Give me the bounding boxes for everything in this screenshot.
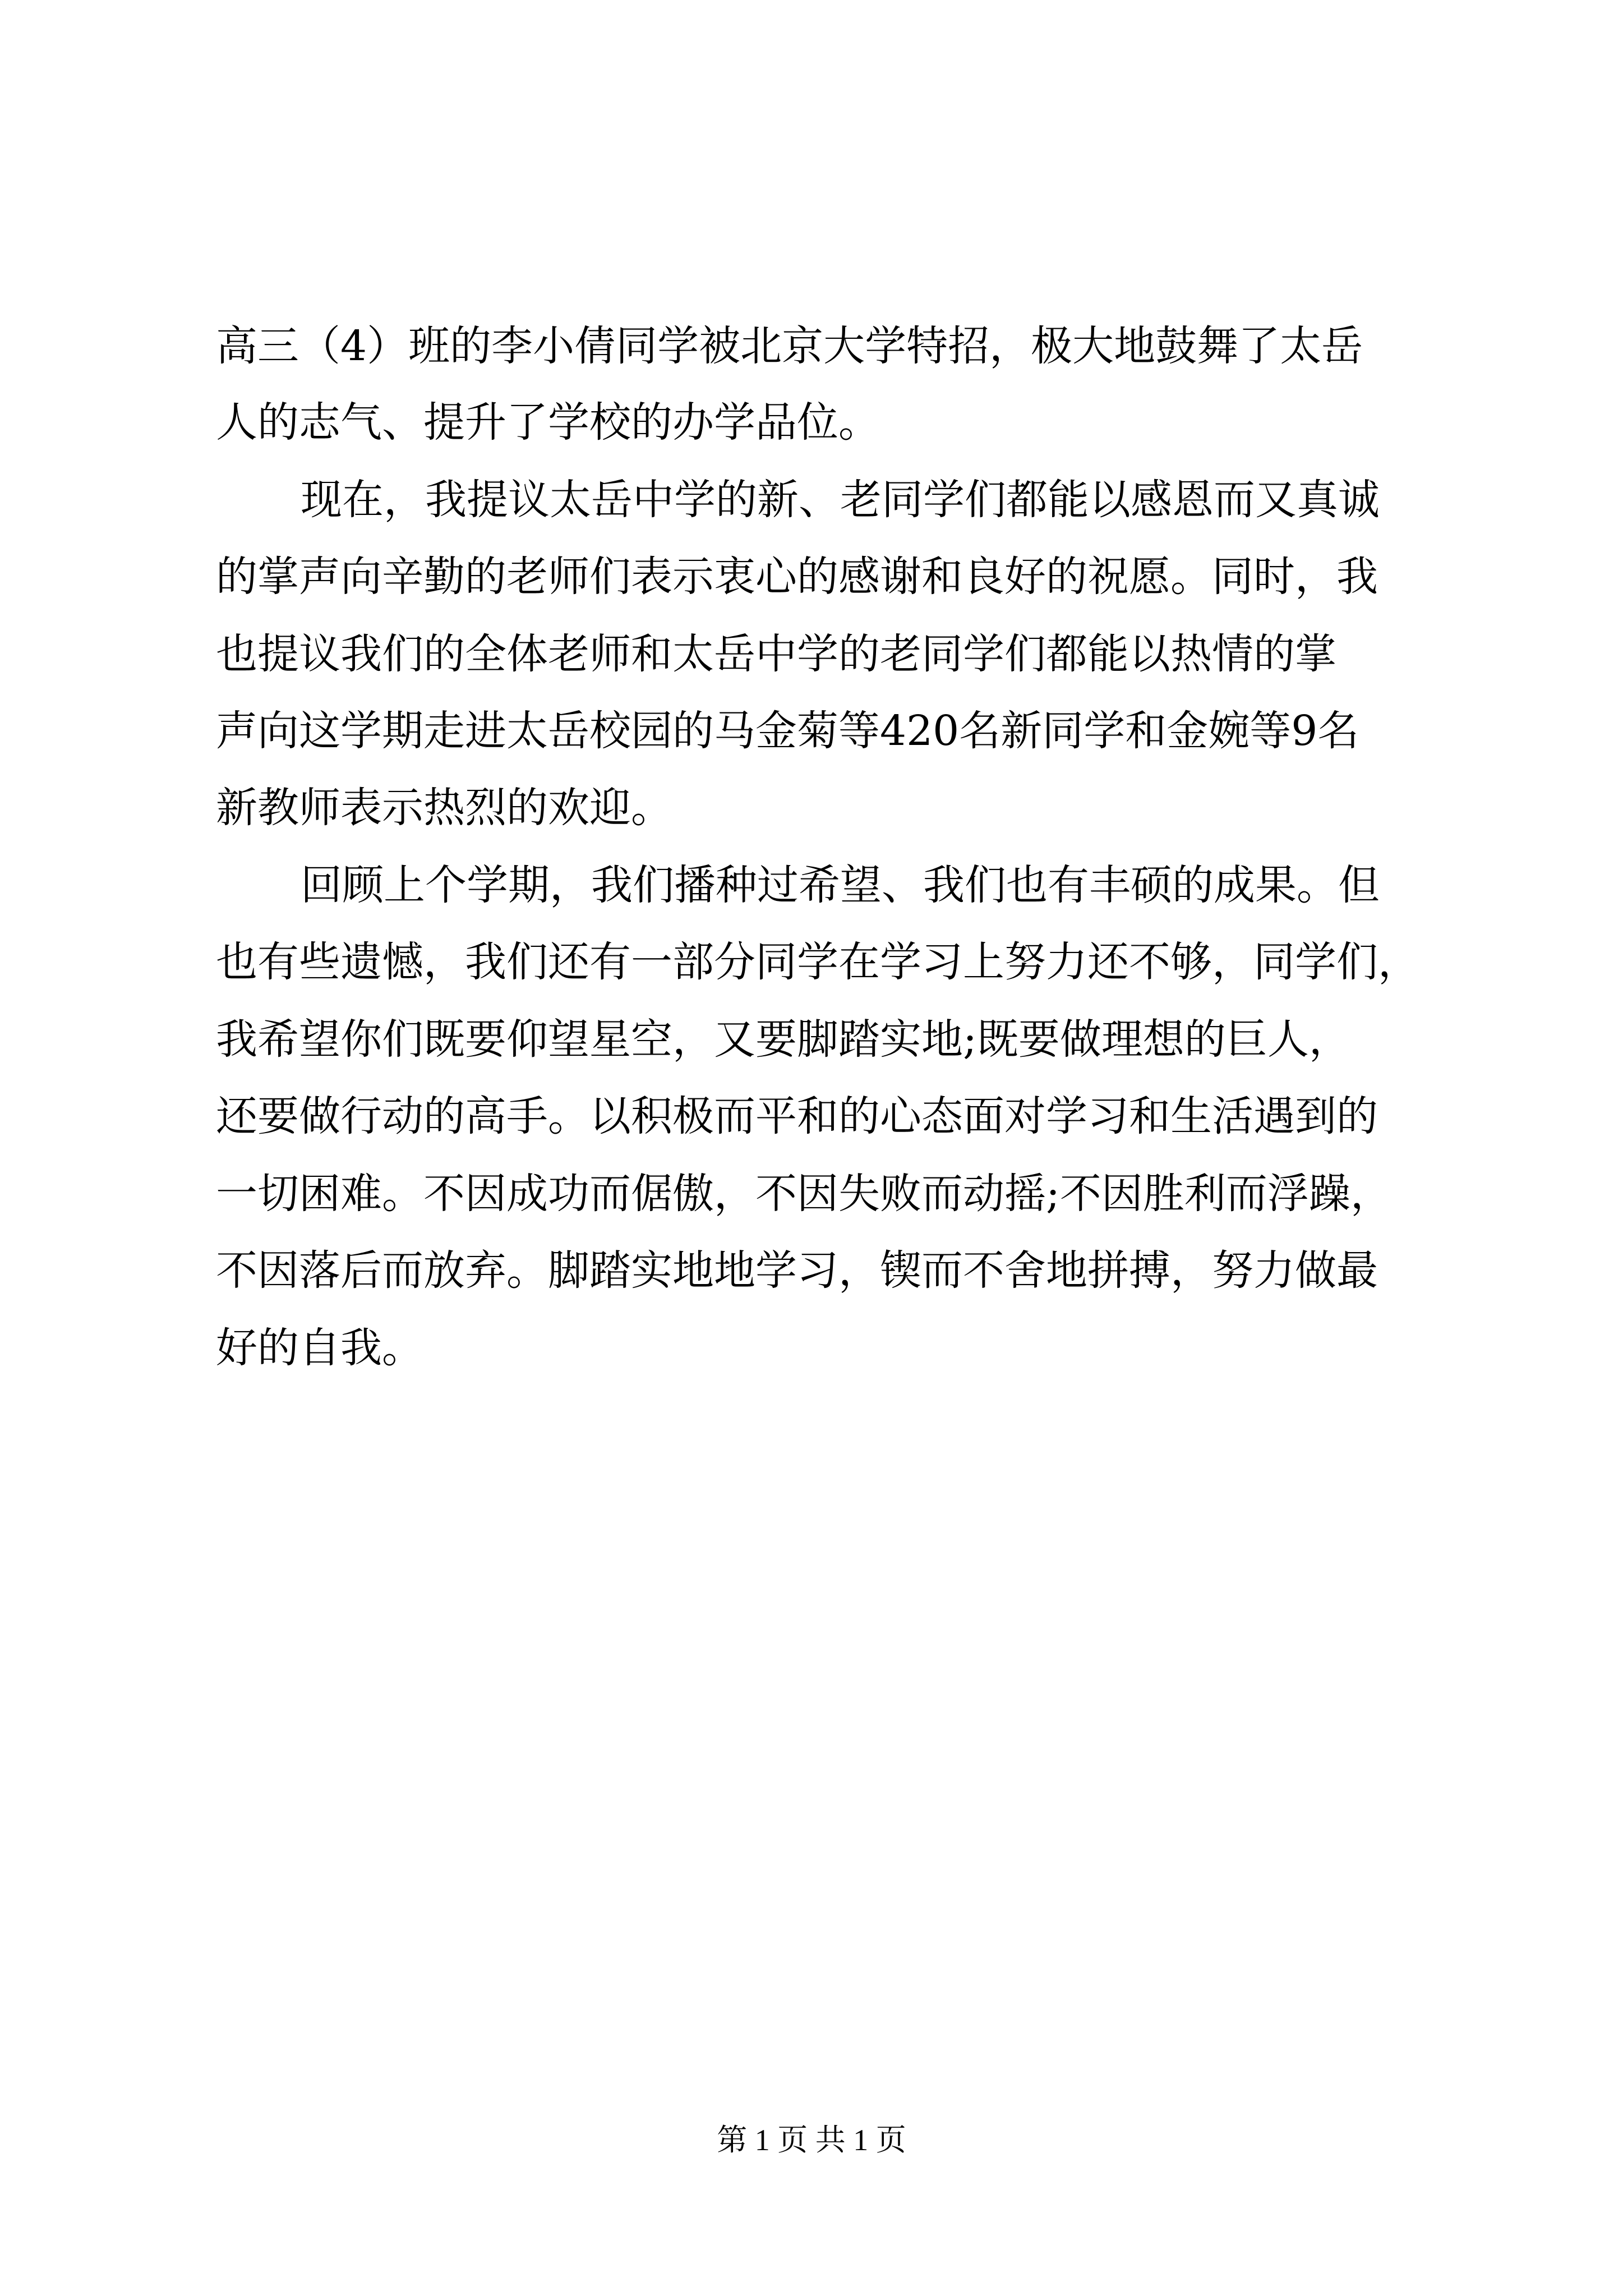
text-line: 也有些遗憾，我们还有一部分同学在学习上努力还不够，同学们，: [216, 938, 1419, 986]
text-line: 高三（4）班的李小倩同学被北京大学特招，极大地鼓舞了太岳: [216, 322, 1363, 370]
text-line: 现在，我提议太岳中学的新、老同学们都能以感恩而又真诚: [301, 476, 1380, 524]
text-line: 回顾上个学期，我们播种过希望、我们也有丰硕的成果。但: [301, 861, 1380, 909]
text-line: 我希望你们既要仰望星空，又要脚踏实地;既要做理想的巨人，: [216, 1015, 1350, 1064]
text-line: 也提议我们的全体老师和太岳中学的老同学们都能以热情的掌: [216, 630, 1336, 678]
text-line: 声向这学期走进太岳校园的马金菊等420名新同学和金婉等9名: [216, 707, 1359, 755]
text-line: 不因落后而放弃。脚踏实地地学习，锲而不舍地拼搏，努力做最: [216, 1246, 1378, 1295]
text-line: 新教师表示热烈的欢迎。: [216, 784, 672, 832]
text-line: 的掌声向辛勤的老师们表示衷心的感谢和良好的祝愿。同时，我: [216, 553, 1378, 601]
text-line: 还要做行动的高手。以积极而平和的心态面对学习和生活遇到的: [216, 1092, 1378, 1140]
text-line: 人的志气、提升了学校的办学品位。: [216, 398, 880, 447]
text-line: 好的自我。: [216, 1324, 423, 1372]
text-line: 一切困难。不因成功而倨傲，不因失败而动摇;不因胜利而浮躁，: [216, 1170, 1392, 1218]
page-footer: 第 1 页 共 1 页: [717, 2123, 906, 2157]
